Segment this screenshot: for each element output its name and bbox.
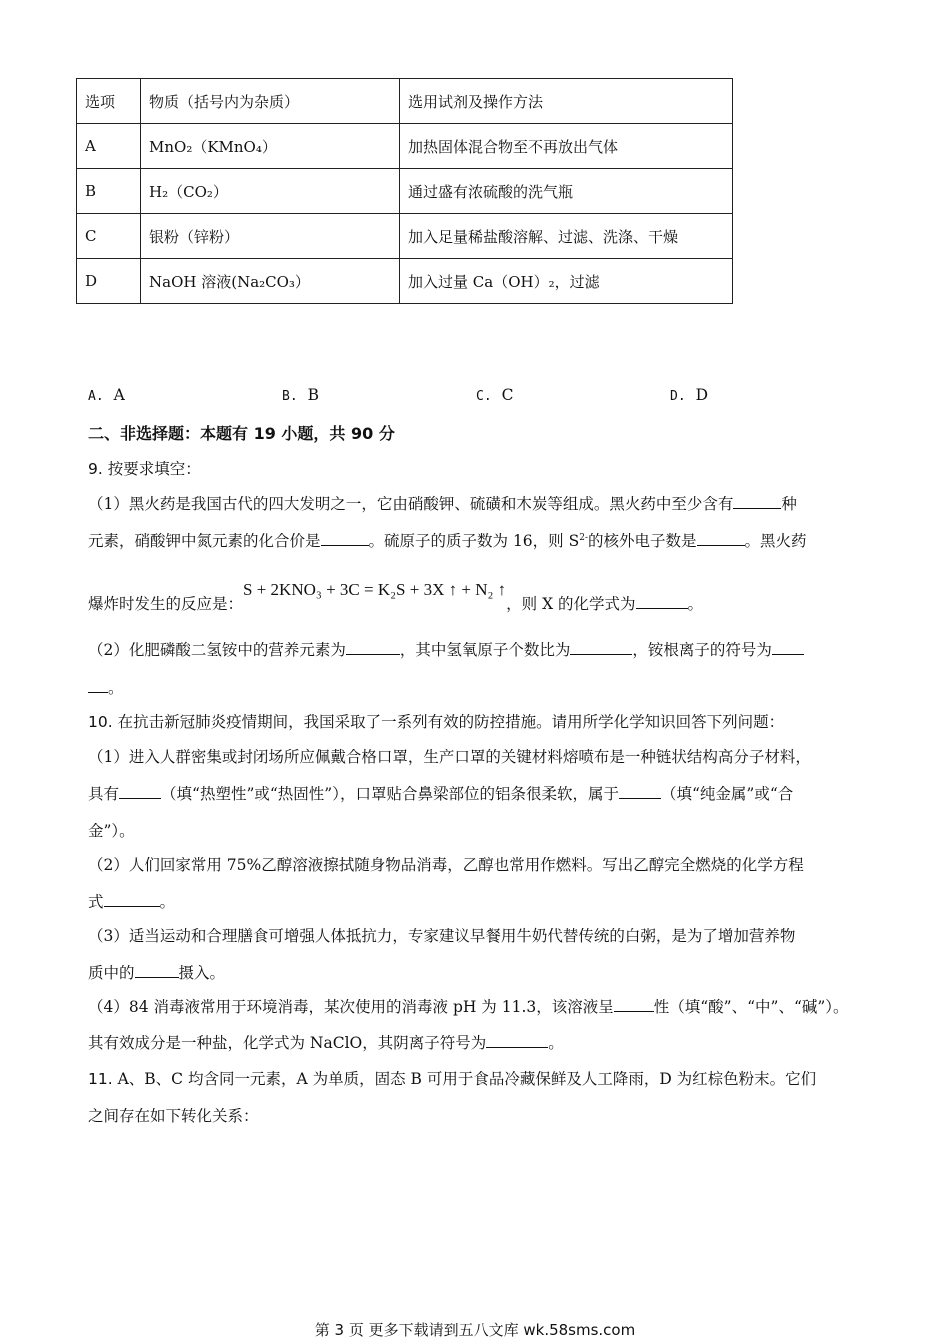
table-cell-substance: MnO₂（KMnO₄） xyxy=(141,124,400,169)
table-cell-option: A xyxy=(77,124,141,169)
answer-blank[interactable] xyxy=(697,531,745,546)
answer-blank[interactable] xyxy=(772,640,804,655)
text: 质中的 xyxy=(88,964,135,982)
text: A、B、C 均含同一元素，A 为单质，固态 B 可用于食品冷藏保鲜及人工降雨，D 为红棕色粉末。它们 xyxy=(117,1070,817,1088)
answer-blank[interactable] xyxy=(570,640,632,655)
q9-part1-line2 xyxy=(88,529,807,551)
reaction-equation: S + 2KNO₃ + 3C = K₂S + 3X ↑ + N₂ ↑ xyxy=(243,580,507,599)
choice-key: C. xyxy=(476,389,492,404)
text: 。黑火药 xyxy=(744,532,807,550)
q9-stem xyxy=(88,457,201,479)
text: 。 xyxy=(108,679,124,697)
q10-part2-line1: （2）人们回家常用 75%乙醇溶液擦拭随身物品消毒，乙醇也常用作燃料。写出乙醇完全燃烧的化学方程 xyxy=(88,856,804,874)
answer-blank[interactable] xyxy=(346,640,400,655)
question-number: 9. xyxy=(88,460,103,478)
question-stem: 在抗击新冠肺炎疫情期间，我国采取了一系列有效的防控措施。请用所学化学知识回答下列问题： xyxy=(117,713,785,731)
text: 具有 xyxy=(88,785,120,803)
options-table xyxy=(76,78,733,304)
text: 其有效成分是一种盐，化学式为 NaClO，其阴离子符号为 xyxy=(88,1034,487,1052)
q9-part1-line1 xyxy=(88,492,797,514)
table-header-cell: 选项 xyxy=(77,79,141,124)
table-cell-method: 加热固体混合物至不再放出气体 xyxy=(400,124,733,169)
choice-value: B xyxy=(307,386,320,404)
text: （1）黑火药是我国古代的四大发明之一，它由硝酸钾、硫磺和木炭等组成。黑火药中至少含有 xyxy=(88,495,734,513)
table-header-cell: 选用试剂及操作方法 xyxy=(400,79,733,124)
q9-part1-line3 xyxy=(88,578,704,613)
text: （2）化肥磷酸二氢铵中的营养元素为 xyxy=(88,641,346,659)
table-cell-method: 通过盛有浓硫酸的洗气瓶 xyxy=(400,169,733,214)
text: 。 xyxy=(159,893,176,911)
choice-a[interactable] xyxy=(88,386,125,404)
text: 元素，硝酸钾中氮元素的化合价是 xyxy=(88,532,321,550)
table-cell-substance: 银粉（锌粉） xyxy=(141,214,400,259)
choice-key: B. xyxy=(282,389,298,404)
q10-part4-line1 xyxy=(88,995,849,1017)
text: ，则 X 的化学式为 xyxy=(506,595,636,613)
q9-part2-line2 xyxy=(88,676,124,698)
q10-stem xyxy=(88,710,784,732)
table-cell-substance: H₂（CO₂） xyxy=(141,169,400,214)
text: ，其中氢氧原子个数比为 xyxy=(399,641,571,659)
choice-value: A xyxy=(113,386,125,404)
text: 性（填“酸”、“中”、“碱”）。 xyxy=(653,998,849,1016)
table-row xyxy=(77,214,733,259)
q10-part3-line2 xyxy=(88,961,225,983)
table-header-row xyxy=(77,79,733,124)
question-number: 11. xyxy=(88,1070,113,1088)
answer-blank[interactable] xyxy=(135,963,179,978)
choice-key: A. xyxy=(88,389,104,404)
text: 。 xyxy=(687,595,704,613)
table-cell-option: C xyxy=(77,214,141,259)
text: 的核外电子数是 xyxy=(588,532,697,550)
answer-blank[interactable] xyxy=(104,892,160,907)
table-row xyxy=(77,169,733,214)
table-cell-method: 加入足量稀盐酸溶解、过滤、洗涤、干燥 xyxy=(400,214,733,259)
answer-blank[interactable] xyxy=(636,594,688,609)
text: 。 xyxy=(548,1034,564,1052)
answer-blank[interactable] xyxy=(733,494,781,509)
choice-b[interactable] xyxy=(282,386,319,404)
choice-value: C xyxy=(501,386,514,404)
table-cell-option: B xyxy=(77,169,141,214)
table-cell-method: 加入过量 Ca（OH）₂，过滤 xyxy=(400,259,733,304)
table-cell-option: D xyxy=(77,259,141,304)
q11-line1 xyxy=(88,1067,816,1089)
choice-value: D xyxy=(695,386,709,404)
answer-blank[interactable] xyxy=(614,997,654,1012)
question-stem: 按要求填空： xyxy=(107,460,201,478)
text: 摄入。 xyxy=(178,964,226,982)
choice-c[interactable] xyxy=(476,386,514,404)
answer-blank[interactable] xyxy=(119,784,161,799)
answer-blank[interactable] xyxy=(486,1033,548,1048)
table-cell-substance: NaOH 溶液(Na₂CO₃） xyxy=(141,259,400,304)
table-row xyxy=(77,259,733,304)
q10-part1-line1: （1）进入人群密集或封闭场所应佩戴合格口罩，生产口罩的关键材料熔喷布是一种链状结构高分子材料， xyxy=(88,748,811,766)
q10-part2-line2 xyxy=(88,890,175,912)
question-number: 10. xyxy=(88,713,113,731)
answer-blank[interactable] xyxy=(619,784,661,799)
answer-blank[interactable] xyxy=(321,531,369,546)
choice-key: D. xyxy=(670,389,686,404)
superscript: 2- xyxy=(579,533,588,543)
text: ，铵根离子的符号为 xyxy=(632,641,772,659)
q11-line2: 之间存在如下转化关系： xyxy=(88,1107,259,1125)
q10-part1-line3: 金”）。 xyxy=(88,822,135,840)
table-header-cell: 物质（括号内为杂质） xyxy=(141,79,400,124)
table-row xyxy=(77,124,733,169)
text: 爆炸时发生的反应是： xyxy=(88,595,244,613)
text: （4）84 消毒液常用于环境消毒，某次使用的消毒液 pH 为 11.3，该溶液呈 xyxy=(88,998,614,1016)
answer-blank[interactable] xyxy=(88,678,108,693)
section-heading: 二、非选择题：本题有 19 小题，共 90 分 xyxy=(88,424,395,443)
q10-part1-line2 xyxy=(88,782,793,804)
q9-part2-line1 xyxy=(88,638,804,660)
text: 种 xyxy=(781,495,797,513)
page-footer: 第 3 页 更多下载请到五八文库 wk.58sms.com xyxy=(314,1321,636,1339)
text: （填“纯金属”或“合 xyxy=(660,785,794,803)
text: （填“热塑性”或“热固性”），口罩贴合鼻梁部位的铝条很柔软，属于 xyxy=(161,785,619,803)
q10-part4-line2 xyxy=(88,1031,564,1053)
choice-d[interactable] xyxy=(670,386,708,404)
text: 式 xyxy=(88,893,104,911)
q10-part3-line1: （3）适当运动和合理膳食可增强人体抵抗力，专家建议早餐用牛奶代替传统的白粥，是为了增加营养物 xyxy=(88,927,796,945)
text: 。硫原子的质子数为 16，则 S xyxy=(368,532,580,550)
